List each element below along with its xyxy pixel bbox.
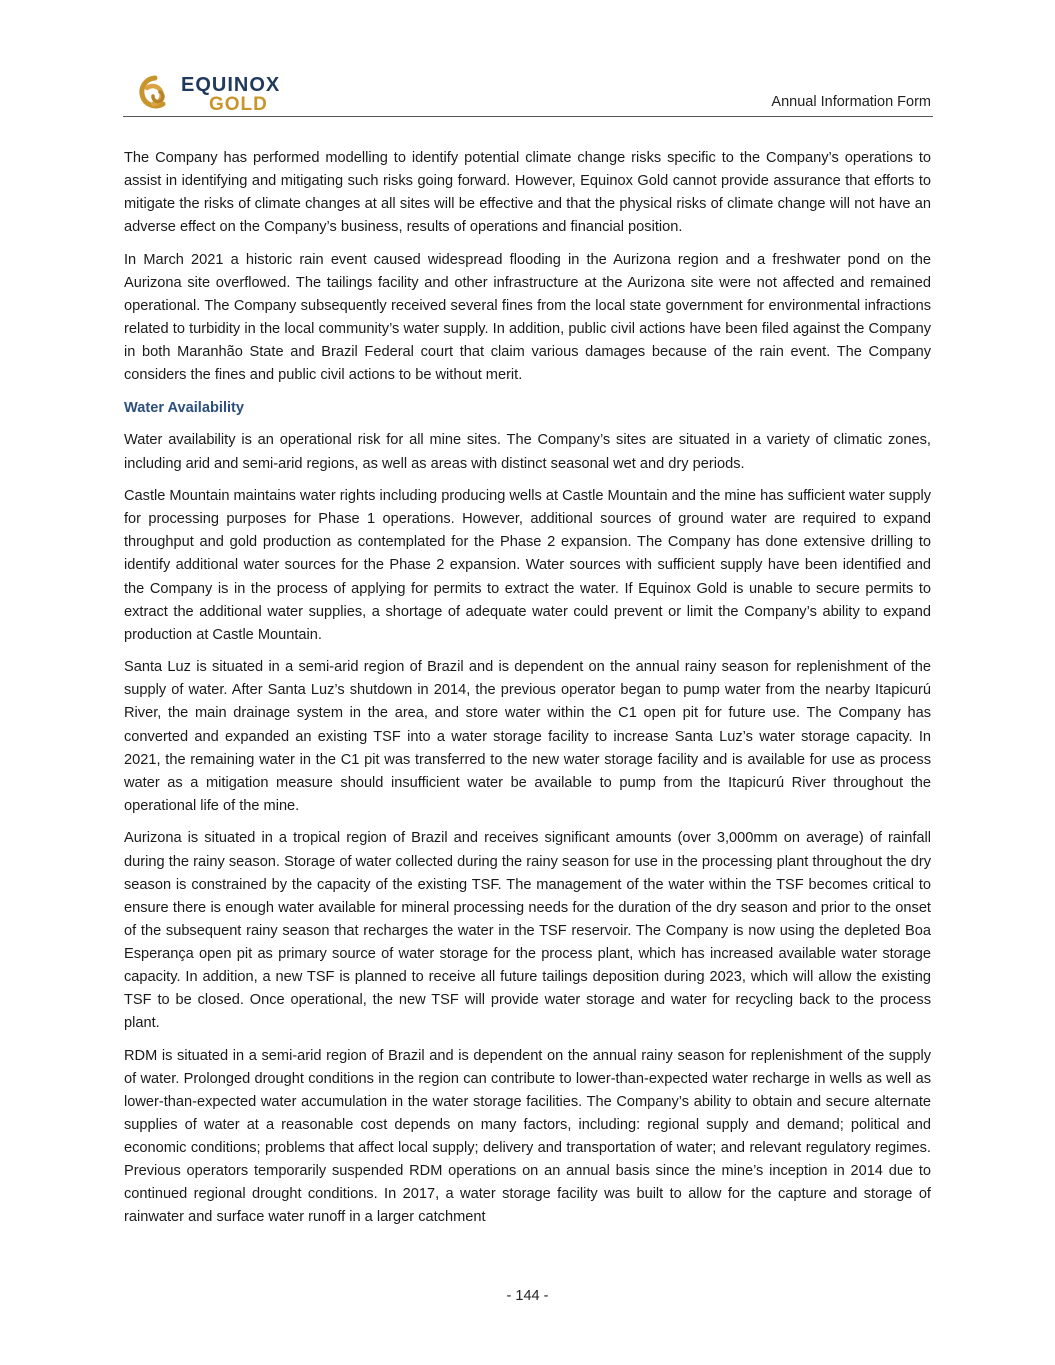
company-logo [133,72,303,114]
page-body [124,147,931,1239]
logo-wordmark-gold: GOLD [209,94,268,115]
equinox-logo-icon [133,72,177,114]
paragraph-water-availability-intro: Water availability is an operational risk for all mine sites. The Company’s sites are situated in a variety of climatic zones, including arid and semi-arid regions, as well as areas with distinct seasonal wet and dry periods. [124,432,931,472]
paragraph-climate-modelling: The Company has performed modelling to identify potential climate change risks specific to the Company’s operations to assist in identifying and mitigating such risks going forward. However, Equinox Gold cannot provide assurance that efforts to mitigate the risks of climate changes at all sites will be effective and that the physical risks of climate change will not have an adverse effect on the Company’s business, results of operations and financial position. [124,150,931,236]
section-heading-water-availability: Water Availability [124,399,245,416]
page-number: - 144 - [506,1288,549,1304]
paragraph-rdm: RDM is situated in a semi-arid region of Brazil and is dependent on the annual rainy season for replenishment of the supply of water. Prolonged drought conditions in the region can contribute to lower-than-expected water recharge in wells as well as lower-than-expected water accumulation in the water storage facilities. The Company’s ability to obtain and secure alternate supplies of water at a reasonable cost depends on many factors, including: regional supply and demand; political and economic conditions; problems that affect local supply; delivery and transportation of water; and relevant regulatory regimes. Previous operators temporarily suspended RDM operations on an annual basis since the mine’s inception in 2014 due to continued regional drought conditions. In 2017, a water storage facility was built to allow for the capture and storage of rainwater and surface water runoff in a larger catchment [124,1047,931,1226]
paragraph-aurizona: Aurizona is situated in a tropical region of Brazil and receives significant amounts (over 3,000mm on average) of rainfall during the rainy season. Storage of water collected during the rainy season for use in the processing plant throughout the dry season is constrained by the capacity of the existing TSF. The management of the water within the TSF becomes critical to ensure there is enough water available for mineral processing needs for the duration of the dry season and prior to the onset of the subsequent rainy season that recharges the water in the TSF reservoir. The Company is now using the depleted Boa Esperança open pit as primary source of water storage for the process plant, which has increased available water storage capacity. In addition, a new TSF is planned to receive all future tailings deposition during 2023, which will allow the existing TSF to be closed. Once operational, the new TSF will provide water storage and water for recycling back to the process plant. [124,830,931,1032]
logo-wordmark-equinox: EQUINOX [181,74,281,96]
paragraph-santa-luz: Santa Luz is situated in a semi-arid region of Brazil and is dependent on the annual rainy season for replenishment of the supply of water. After Santa Luz’s shutdown in 2014, the previous operator began to pump water from the nearby Itapicurú River, the main drainage system in the area, and store water within the C1 open pit for future use. The Company has converted and expanded an existing TSF into a water storage facility to increase Santa Luz’s water storage capacity. In 2021, the remaining water in the C1 pit was transferred to the new water storage facility and is available for use as process water as a mitigation measure should insufficient water be available to pump from the Itapicurú River throughout the operational life of the mine. [124,659,931,814]
page-header [123,68,933,117]
paragraph-castle-mountain: Castle Mountain maintains water rights including producing wells at Castle Mountain and the mine has sufficient water supply for processing purposes for Phase 1 operations. However, additional sources of ground water are required to expand throughput and gold production as contemplated for the Phase 2 expansion. The Company has done extensive drilling to identify additional water sources for the Phase 2 expansion. Water sources with sufficient supply have been identified and the Company is in the process of applying for permits to extract the water. If Equinox Gold is unable to secure permits to extract the additional water supplies, a shortage of adequate water could prevent or limit the Company’s ability to expand production at Castle Mountain. [124,488,931,643]
document-title: Annual Information Form [771,94,931,110]
paragraph-rain-event: In March 2021 a historic rain event caused widespread flooding in the Aurizona region and a freshwater pond on the Aurizona site overflowed. The tailings facility and other infrastructure at the Aurizona site were not affected and remained operational. The Company subsequently received several fines from the local state government for environmental infractions related to turbidity in the local community’s water supply. In addition, public civil actions have been filed against the Company in both Maranhão State and Brazil Federal court that claim various damages because of the rain event. The Company considers the fines and public civil actions to be without merit. [124,251,931,384]
